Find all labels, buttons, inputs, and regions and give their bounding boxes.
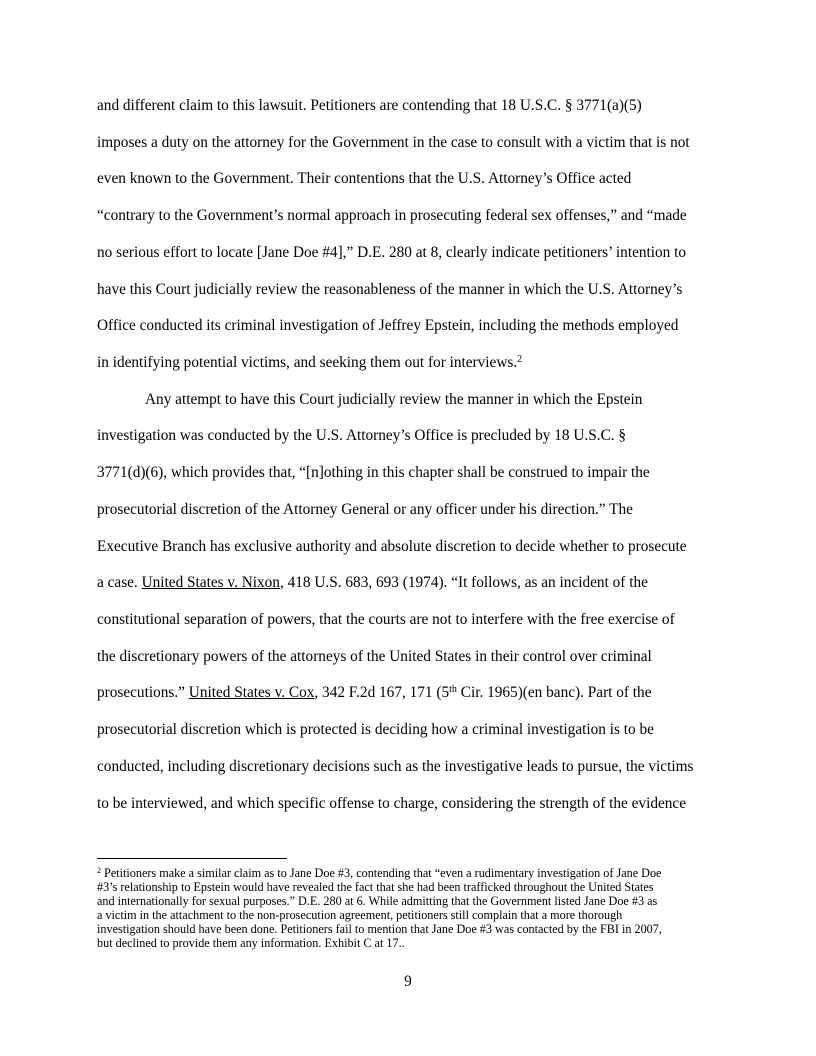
page-number: 9: [404, 973, 412, 990]
footnote-separator: [97, 858, 287, 859]
footnote-line: a victim in the attachment to the non-prosecution agreement, petitioners still complain that a more thorough: [97, 908, 623, 922]
body-line: conducted, including discretionary decisions such as the investigative leads to pursue, the victims: [97, 758, 694, 775]
body-line: Office conducted its criminal investigation of Jeffrey Epstein, including the methods employed: [97, 317, 679, 334]
footnote-number: 2: [97, 866, 101, 875]
body-line: Executive Branch has exclusive authority and absolute discretion to decide whether to prosecute: [97, 538, 687, 555]
body-line: and different claim to this lawsuit. Petitioners are contending that 18 U.S.C. § 3771(a)(5): [97, 97, 642, 114]
footnote-text: Petitioners make a similar claim as to Jane Doe #3, contending that “even a rudimentary investigation of Jane Doe: [101, 866, 662, 880]
body-line: [97, 354, 737, 372]
body-line: to be interviewed, and which specific offense to charge, considering the strength of the evidence: [97, 795, 687, 812]
body-line: no serious effort to locate [Jane Doe #4],” D.E. 280 at 8, clearly indicate petitioners’ intention to: [97, 244, 687, 261]
footnote-line: and internationally for sexual purposes.” D.E. 280 at 6. While admitting that the Government listed Jane Doe #3 as: [97, 894, 658, 908]
body-line: constitutional separation of powers, that the courts are not to interfere with the free exercise of: [97, 611, 675, 628]
body-line: “contrary to the Government’s normal approach in prosecuting federal sex offenses,” and “made: [97, 207, 687, 224]
body-line: investigation was conducted by the U.S. Attorney’s Office is precluded by 18 U.S.C. §: [97, 427, 627, 444]
case-citation: United States v. Cox: [188, 684, 315, 701]
body-line: [97, 684, 737, 702]
body-line: even known to the Government. Their contentions that the U.S. Attorney’s Office acted: [97, 170, 632, 187]
footnote-reference: 2: [517, 354, 523, 365]
body-line: imposes a duty on the attorney for the Government in the case to consult with a victim that is not: [97, 134, 690, 151]
case-citation: United States v. Nixon: [141, 574, 280, 591]
body-text: , 418 U.S. 683, 693 (1974). “It follows, as an incident of the: [279, 574, 648, 591]
body-line: the discretionary powers of the attorneys of the United States in their control over criminal: [97, 648, 652, 665]
footnote-line: but declined to provide them any information. Exhibit C at 17..: [97, 936, 405, 950]
body-text: Cir. 1965)(en banc). Part of the: [456, 684, 652, 701]
footnote-line: investigation should have been done. Petitioners fail to mention that Jane Doe #3 was contacted by the FBI in 2007,: [97, 922, 662, 936]
body-line: 3771(d)(6), which provides that, “[n]othing in this chapter shall be construed to impair the: [97, 464, 650, 481]
body-line: have this Court judicially review the reasonableness of the manner in which the U.S. Attorney’s: [97, 281, 683, 298]
footnote-line: #3’s relationship to Epstein would have revealed the fact that she had been trafficked throughout the United States: [97, 880, 654, 894]
footnote-line: [97, 866, 737, 880]
body-text: in identifying potential victims, and seeking them out for interviews.: [97, 354, 518, 371]
body-text: a case.: [97, 574, 142, 591]
body-text: , 342 F.2d 167, 171 (5: [314, 684, 450, 701]
ordinal-superscript: th: [449, 684, 457, 695]
paragraph-first-line: Any attempt to have this Court judicially review the manner in which the Epstein: [145, 391, 643, 408]
body-text: prosecutions.”: [97, 684, 189, 701]
body-line: prosecutorial discretion of the Attorney General or any officer under his direction.” The: [97, 501, 633, 518]
body-line: [97, 574, 737, 592]
body-line: prosecutorial discretion which is protected is deciding how a criminal investigation is to be: [97, 721, 654, 738]
